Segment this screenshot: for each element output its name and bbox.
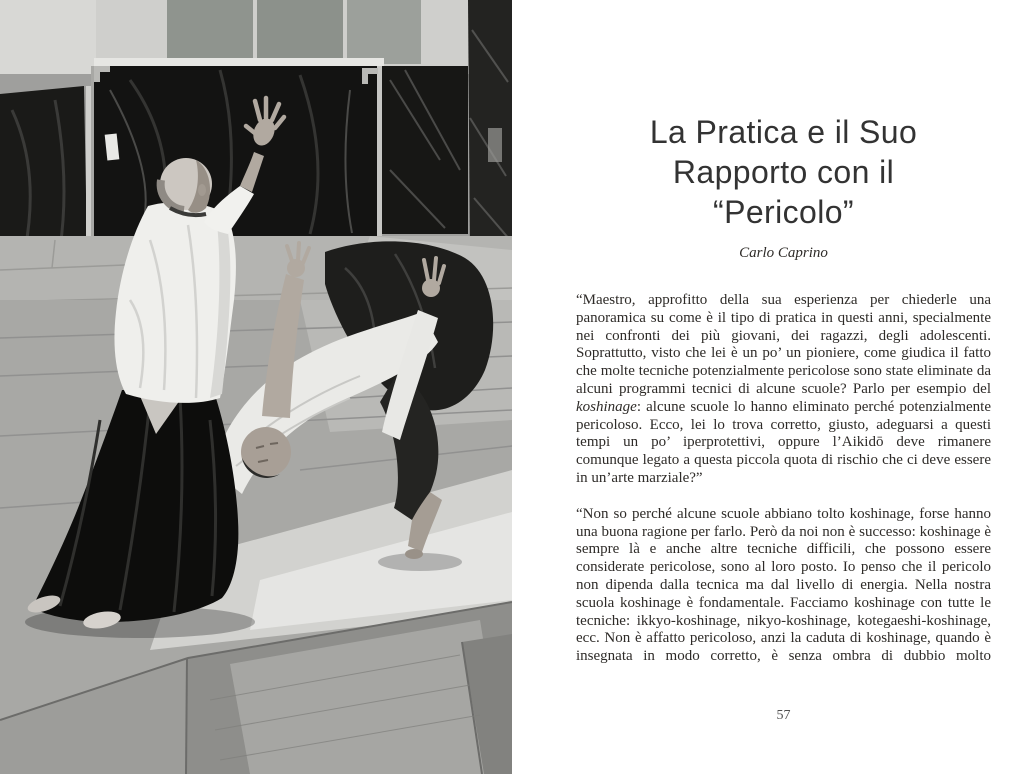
body-paragraph: “Non so perché alcune scuole abbiano tolto koshinage, forse hanno una buona ragione per farlo. Però da noi non è successo: koshinage è sempre là e anche altre tecniche difficili, che possono essere considerate pericolose, sono al loro posto. Io penso che il pericolo non dipenda dalla tecnica ma dal livello di energia. Nella nostra scuola koshinage è fondamentale. Facciamo koshinage con tutte le tecniche: ikkyo-koshinage, nikyo-koshinage, kotegaeshi-koshinage, ecc. Non è affatto pericoloso, anzi la caduta di koshinage, quando è insegnata in modo corretto, è senza ombra di dubbio molto	[576, 505, 991, 665]
page-number: 57	[776, 708, 791, 723]
author-byline: Carlo Caprino	[739, 245, 828, 261]
wall-curtain	[468, 0, 512, 256]
page-title	[576, 112, 991, 232]
title-line: La Pratica e il Suo	[649, 114, 918, 150]
crash-pads	[0, 66, 468, 254]
article-body	[576, 292, 991, 666]
title-line: Rapporto con il	[672, 154, 895, 190]
title-line: “Pericolo”	[713, 194, 854, 230]
body-paragraph: “Maestro, approfitto della sua esperienza per chiederle una panoramica su come è il tipo di pratica in questi anni, specialmente nei confronti dei più giovani, dei ragazzi, degli adolescenti. Soprattutto, visto che lei è un po’ un pioniere, come giudica il fatto che molte tecniche potenzialmente pericolose sono state eliminate da alcuni programmi tecnici di alcune scuole? Parlo per esempio del koshinage: alcune scuole lo hanno eliminato perché potenzialmente pericoloso. Ecco, lei lo trova corretto, giusto, adeguarsi a questi tempi un po’ iperprotettivi, oppure l’Aikidō deve rimanere comunque legato a questa piccola quota di rischio che ci deve essere in un’arte marziale?”	[576, 292, 991, 486]
dojo-wall	[0, 0, 512, 74]
chapter-page	[512, 0, 1024, 774]
